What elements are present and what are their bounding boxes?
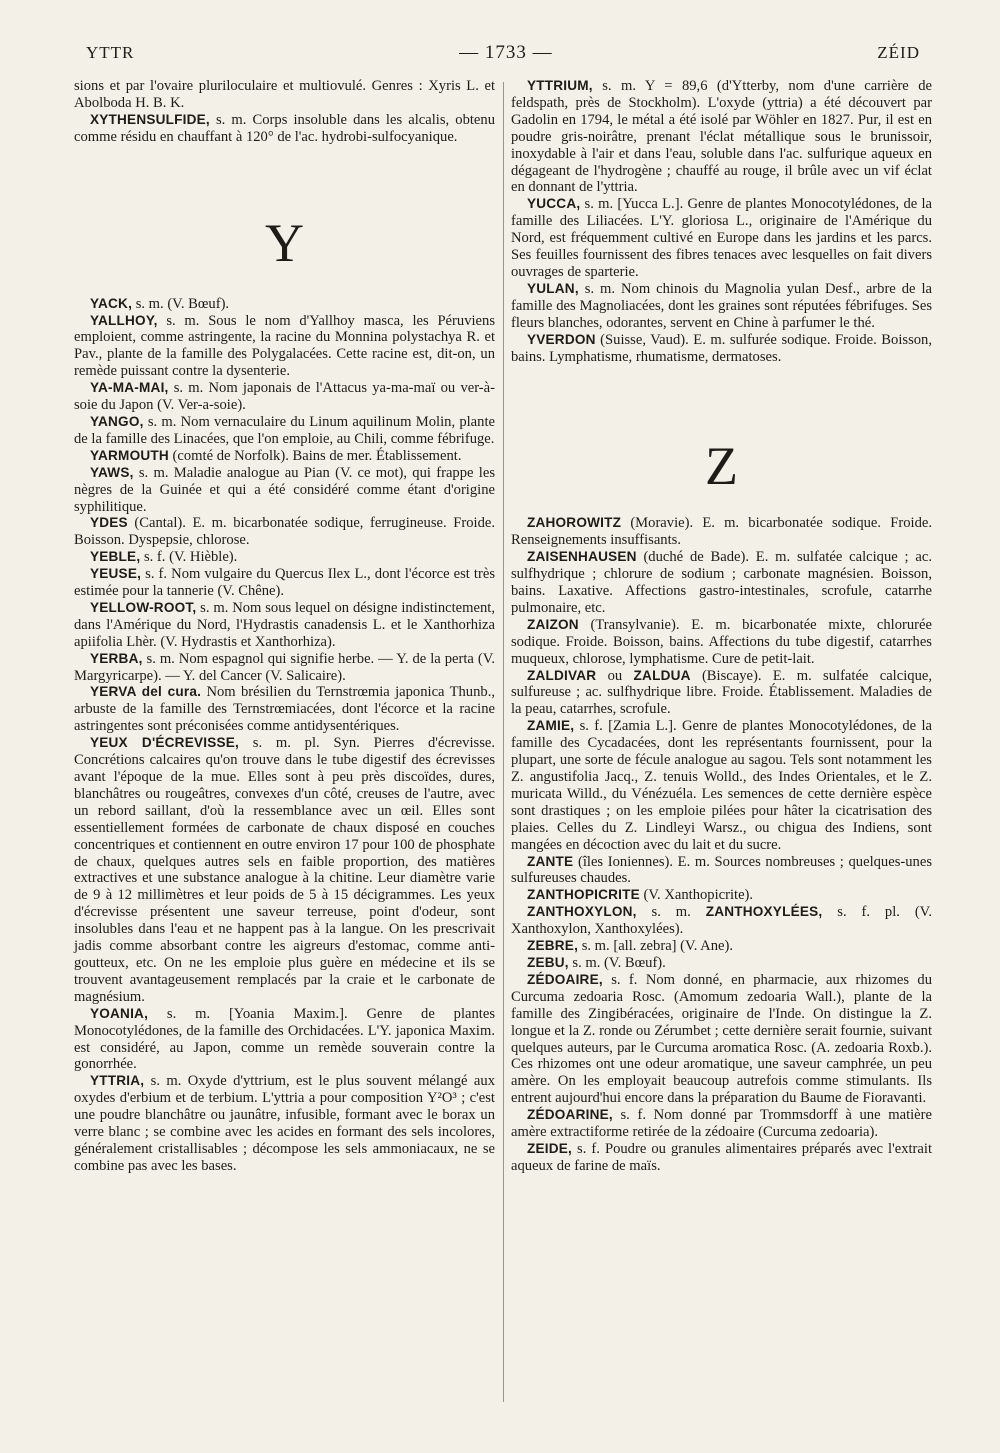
page-number: — 1733 — bbox=[459, 42, 553, 63]
dictionary-entry bbox=[74, 1073, 495, 1174]
entry-headword: YA-MA-MAI, bbox=[90, 380, 169, 396]
left-column bbox=[74, 78, 495, 1402]
entry-headword: ZANTHOXYLÉES, bbox=[705, 904, 823, 920]
entry-definition: s. m. Oxyde d'yttrium, est le plus souvent mélangé aux oxydes d'erbium et de terbium. L'yttria a pour composition Y²O³ ; c'est une poudre blanchâtre ou jaunâtre, infusible, formant avec le borax un verre blanc ; se combine avec les acides en formant des sels incolores, généralement cristallisables ; décompose les sels ammoniacaux, ne se combine pas avec les bases. bbox=[74, 1073, 495, 1174]
section-letter-y: Y bbox=[265, 212, 304, 273]
entry-headword: ZEBU, bbox=[527, 954, 569, 970]
dictionary-entry bbox=[74, 112, 495, 146]
dictionary-entry bbox=[74, 651, 495, 685]
entries-before-z bbox=[511, 78, 932, 365]
dictionary-entry bbox=[511, 617, 932, 668]
entry-definition: (comté de Norfolk). Bains de mer. Établissement. bbox=[168, 447, 462, 464]
dictionary-entry bbox=[74, 380, 495, 414]
dictionary-entry bbox=[511, 1141, 932, 1175]
dictionary-entry bbox=[74, 448, 495, 465]
entry-definition: s. m. [all. zebra] (V. Ane). bbox=[578, 938, 734, 955]
entry-headword: ZANTHOXYLON, bbox=[527, 904, 637, 920]
entries-before-y bbox=[74, 112, 495, 146]
entry-headword: ZEBRE, bbox=[527, 938, 579, 954]
entry-headword: YTTRIUM, bbox=[527, 78, 593, 93]
dictionary-entry bbox=[74, 465, 495, 516]
entry-headword: YUCCA, bbox=[527, 196, 581, 212]
dictionary-entry bbox=[511, 938, 932, 955]
entry-definition: s. m. Nom vernaculaire du Linum aquilinum Molin, plante de la famille des Linacées, que l'on emploie, au Chili, comme fébrifuge. bbox=[74, 413, 495, 447]
entry-definition: s. m. Sous le nom d'Yallhoy masca, les Péruviens emploient, comme astringente, la racine du Monnina polystachya R. et Pav., plante de la famille des Polygalacées. Cette racine est, dit-on, un remède puissant contre la dysenterie. bbox=[74, 312, 495, 380]
entry-headword: YELLOW-ROOT, bbox=[90, 599, 197, 615]
dictionary-entry bbox=[74, 313, 495, 381]
entry-definition: s. m. Nom japonais de l'Attacus ya-ma-maï ou ver-à-soie du Japon (V. Ver-a-soie). bbox=[74, 380, 495, 414]
entry-headword: YULAN, bbox=[527, 280, 579, 296]
entry-headword: YAWS, bbox=[90, 464, 134, 480]
entry-headword: ZÉDOAIRE, bbox=[527, 971, 603, 987]
entry-definition: Nom brésilien du Ternstrœmia japonica Thunb., arbuste de la famille des Ternstrœmiacées, dont l'écorce et la racine astringentes sont préconisées comme antidysentériques. bbox=[74, 684, 495, 735]
dictionary-entry bbox=[511, 904, 932, 938]
entry-headword: YVERDON bbox=[527, 331, 596, 347]
entry-definition: s. m. (V. Bœuf). bbox=[568, 954, 666, 971]
entry-definition: (duché de Bade). E. m. sulfatée calcique ; ac. sulfhydrique ; chlorure de sodium ; carbonate magnésien. Boisson, bains. Laxative. Affections gastro-intestinales, scrofule, catarrhe pulmonaire, etc. bbox=[511, 549, 932, 616]
header-left-guide-word: YTTR bbox=[86, 43, 135, 62]
dictionary-entry bbox=[511, 281, 932, 332]
entry-definition: (Moravie). E. m. bicarbonatée sodique. Froide. Renseignements insuffisants. bbox=[511, 515, 932, 549]
entry-headword: YALLHOY, bbox=[90, 312, 158, 328]
entry-headword: ZANTE bbox=[527, 853, 574, 869]
dictionary-entry bbox=[74, 296, 495, 313]
section-letter-z: Z bbox=[705, 436, 738, 497]
dictionary-entry bbox=[74, 414, 495, 448]
entry-headword: ZAISENHAUSEN bbox=[527, 549, 637, 565]
entry-headword: ZANTHOPICRITE bbox=[527, 887, 640, 903]
entry-headword: YEUSE, bbox=[90, 566, 142, 582]
entry-definition: s. m. (V. Bœuf). bbox=[132, 295, 230, 312]
dictionary-entry bbox=[511, 668, 932, 719]
entry-definition: s. m. Nom espagnol qui signifie herbe. — Y. de la perta (V. Margyricarpe). — Y. del Cancer (V. Salicaire). bbox=[74, 650, 495, 684]
dictionary-entry bbox=[74, 735, 495, 1006]
entries-y bbox=[74, 296, 495, 1175]
entry-definition: s. m. Nom sous lequel on désigne indistinctement, dans l'Amérique du Nord, l'Hydrastis canadensis L. et le Xanthorhiza apiifolia Lhèr. (V. Hydrastis et Xanthorhiza). bbox=[74, 599, 495, 650]
entry-headword: ZAMIE, bbox=[527, 718, 575, 734]
dictionary-entry bbox=[511, 332, 932, 366]
entry-definition: s. f. pl. (V. Xanthoxylon, Xanthoxylées). bbox=[511, 904, 932, 938]
entry-headword: YEBLE, bbox=[90, 549, 141, 565]
entry-headword: YERVA del cura. bbox=[90, 684, 202, 700]
right-column bbox=[511, 78, 932, 1402]
entry-headword: ZÉDOARINE, bbox=[527, 1107, 613, 1123]
entry-headword: YDES bbox=[90, 515, 128, 531]
entry-headword: ZALDIVAR bbox=[527, 667, 597, 683]
entry-definition: s. f. Nom donné, en pharmacie, aux rhizomes du Curcuma zedoaria Rosc. (Amomum zedoaria Wall.), plante de la famille des Zingibéracées, originaire de l'Inde. On distingue la Z. longue et la Z. ronde ou Zérumbet ; cette dernière serait fournie, suivant quelques auteurs, par le Curcuma aromatica Rosc. (A. zedoaria Roxb.). Ces rhizomes ont une odeur aromatique, une saveur camphrée, un peu amère. On les employait beaucoup autrefois comme stimulants. Ils entrent aujourd'hui encore dans la préparation du Baume de Fioravanti. bbox=[511, 971, 932, 1107]
entry-definition: s. m. Maladie analogue au Pian (V. ce mot), qui frappe les nègres de la Guinée et qui a été considéré comme étant d'origine syphilitique. bbox=[74, 464, 495, 515]
dictionary-entry bbox=[511, 78, 932, 196]
dictionary-entry bbox=[511, 955, 932, 972]
entry-headword: ZALDUA bbox=[633, 667, 691, 683]
entry-definition: s. m. Y = 89,6 (d'Ytterby, nom d'une carrière de feldspath, près de Stockholm). L'oxyde (yttria) a été découvert par Gadolin en 1794, le métal a été isolé par Wöhler en 1827. Pur, il est en poudre gris-noirâtre, prenant l'éclat métallique sous le brunissoir, inoxydable à l'air et dans l'eau, soluble dans l'ac. sulfurique aqueux en dégageant de l'hydrogène ; chauffé au rouge, il brûle avec un vif éclat en donnant de l'yttria. bbox=[511, 78, 932, 196]
entry-headword: YACK, bbox=[90, 295, 133, 311]
dictionary-entry bbox=[511, 718, 932, 853]
entry-headword: YOANIA, bbox=[90, 1005, 149, 1021]
dictionary-entry bbox=[511, 196, 932, 281]
dictionary-entry bbox=[511, 1107, 932, 1141]
entry-definition: s. f. Poudre ou granules alimentaires préparés avec l'extrait aqueux de farine de maïs. bbox=[511, 1140, 932, 1174]
entry-definition: s. m. Nom chinois du Magnolia yulan Desf., arbre de la famille des Magnoliacées, dont les graines sont réputées fébrifuges. Ses fleurs blanches, odorantes, servent en Chine à parfumer le thé. bbox=[511, 280, 932, 331]
dictionary-entry bbox=[511, 887, 932, 904]
dictionary-entry bbox=[511, 515, 932, 549]
entry-definition: s. m. [Yucca L.]. Genre de plantes Monocotylédones, de la famille des Liliacées. L'Y. gloriosa L., originaire de l'Amérique du Nord, est fréquemment cultivé en Europe dans les jardins et les parcs. Ses feuilles fournissent des fibres tenaces avec lesquelles on fait divers ouvrages de sparterie. bbox=[511, 196, 932, 280]
entry-definition: s. m. [Yoania Maxim.]. Genre de plantes Monocotylédones, de la famille des Orchidacées. L'Y. japonica Maxim. est considéré, au Japon, comme un remède souverain contre la gonorrhée. bbox=[74, 1005, 495, 1073]
entry-headword: YERBA, bbox=[90, 650, 143, 666]
header-right-guide-word: ZÉID bbox=[877, 43, 920, 62]
dictionary-entry bbox=[511, 854, 932, 888]
dictionary-entry bbox=[511, 549, 932, 617]
entry-headword: ZAHOROWITZ bbox=[527, 515, 622, 531]
entry-headword: YANGO, bbox=[90, 413, 144, 429]
entry-definition: (Transylvanie). E. m. bicarbonatée mixte, chlorurée sodique. Froide. Boisson, bains. Affections du tube digestif, catarrhes muqueux, chlorose, lymphatisme. Cure de petit-lait. bbox=[511, 616, 932, 667]
entry-definition: ou bbox=[596, 667, 634, 684]
entry-definition: s. m. Corps insoluble dans les alcalis, obtenu comme résidu en chauffant à 120° de l'ac. hydrobi-sulfocyanique. bbox=[74, 111, 495, 145]
dictionary-entry bbox=[74, 566, 495, 600]
entry-headword: XYTHENSULFIDE, bbox=[90, 111, 210, 127]
entry-definition: (Biscaye). E. m. sulfatée calcique, sulfureuse ; ac. sulfhydrique libre. Froide. Établissement. Maladies de la peau, catarrhes, scrofule. bbox=[511, 667, 932, 718]
entry-headword: YTTRIA, bbox=[90, 1073, 145, 1089]
entry-definition: s. f. [Zamia L.]. Genre de plantes Monocotylédones, de la famille des Cycadacées, dont les représentants fournissent, pour la plupart, une sorte de fécule analogue au sagou. Tels sont notamment les Z. angustifolia Jacq., Z. tenuis Wolld., des Indes Orientales, et le Z. muricata Willd., du Vénézuéla. Les semences de cette dernière espèce sont drastiques ; on les emploie pilées pour hâter la cicatrisation des plaies. Celles du Z. Lindleyi Warsz., ou chigua des Indiens, sont mangées en décoction avec du lait et du sucre. bbox=[511, 718, 932, 853]
entry-definition: s. m. bbox=[636, 904, 706, 921]
entry-definition: s. f. Nom donné par Trommsdorff à une matière amère extractiforme retirée de la zédoaire (Curcuma zedoaria). bbox=[511, 1107, 932, 1141]
entry-definition: (îles Ioniennes). E. m. Sources nombreuses ; quelques-unes sulfureuses chaudes. bbox=[511, 853, 932, 887]
entry-headword: YEUX D'ÉCREVISSE, bbox=[90, 735, 239, 751]
dictionary-entry bbox=[74, 515, 495, 549]
entries-z bbox=[511, 515, 932, 1174]
dictionary-entry bbox=[74, 684, 495, 735]
entry-headword: ZEIDE, bbox=[527, 1140, 573, 1156]
dictionary-entry bbox=[74, 1006, 495, 1074]
entry-definition: (V. Xanthopicrite). bbox=[639, 887, 754, 904]
entry-definition: s. m. pl. Syn. Pierres d'écrevisse. Concrétions calcaires qu'on trouve dans le tube digestif des écrevisses avant l'époque de la mue. Elles sont à peu près discoïdes, dures, blanchâtres ou rougeâtres, convexes d'un côté, creuses de l'autre, avec un rebord saillant, d'où la ressemblance avec un œil. Elles sont essentiellement formées de carbonate de chaux disposé en couches concentriques et contiennent en outre environ 17 pour 100 de phosphate de chaux, quelques autres sels en faible proportion, des matières extractives et une substance analogue à la chitine. Leur diamètre varie de 9 à 12 millimètres et leur poids de 5 à 15 décigrammes. Les yeux d'écrevisse présentent une saveur terreuse, point d'odeur, sont insolubles dans l'eau et ne happent pas à la langue. On les prescrivait jadis comme absorbant contre les aigreurs d'estomac, comme anti-goutteux, etc. On ne les emploie plus guère en médecine et ils se trouvent avantageusement remplacés par la craie et le carbonate de magnésium. bbox=[74, 735, 495, 1005]
dictionary-entry bbox=[511, 972, 932, 1107]
entry-headword: YARMOUTH bbox=[90, 447, 169, 463]
entry-headword: ZAIZON bbox=[527, 616, 579, 632]
dictionary-entry bbox=[74, 600, 495, 651]
column-divider bbox=[503, 82, 504, 1402]
entry-definition: s. f. Nom vulgaire du Quercus Ilex L., dont l'écorce est très estimée pour la tannerie (V. Chêne). bbox=[74, 566, 495, 600]
continuation-text: sions et par l'ovaire pluriloculaire et multiovulé. Genres : Xyris L. et Abolboda H. B. K. bbox=[74, 78, 495, 111]
page-header bbox=[74, 42, 932, 64]
entry-definition: (Suisse, Vaud). E. m. sulfurée sodique. Froide. Boisson, bains. Lymphatisme, rhumatisme, dermatoses. bbox=[511, 331, 932, 365]
entry-definition: s. f. (V. Hièble). bbox=[140, 549, 238, 566]
entry-definition: (Cantal). E. m. bicarbonatée sodique, ferrugineuse. Froide. Boisson. Dyspepsie, chlorose. bbox=[74, 515, 495, 549]
dictionary-entry bbox=[74, 549, 495, 566]
